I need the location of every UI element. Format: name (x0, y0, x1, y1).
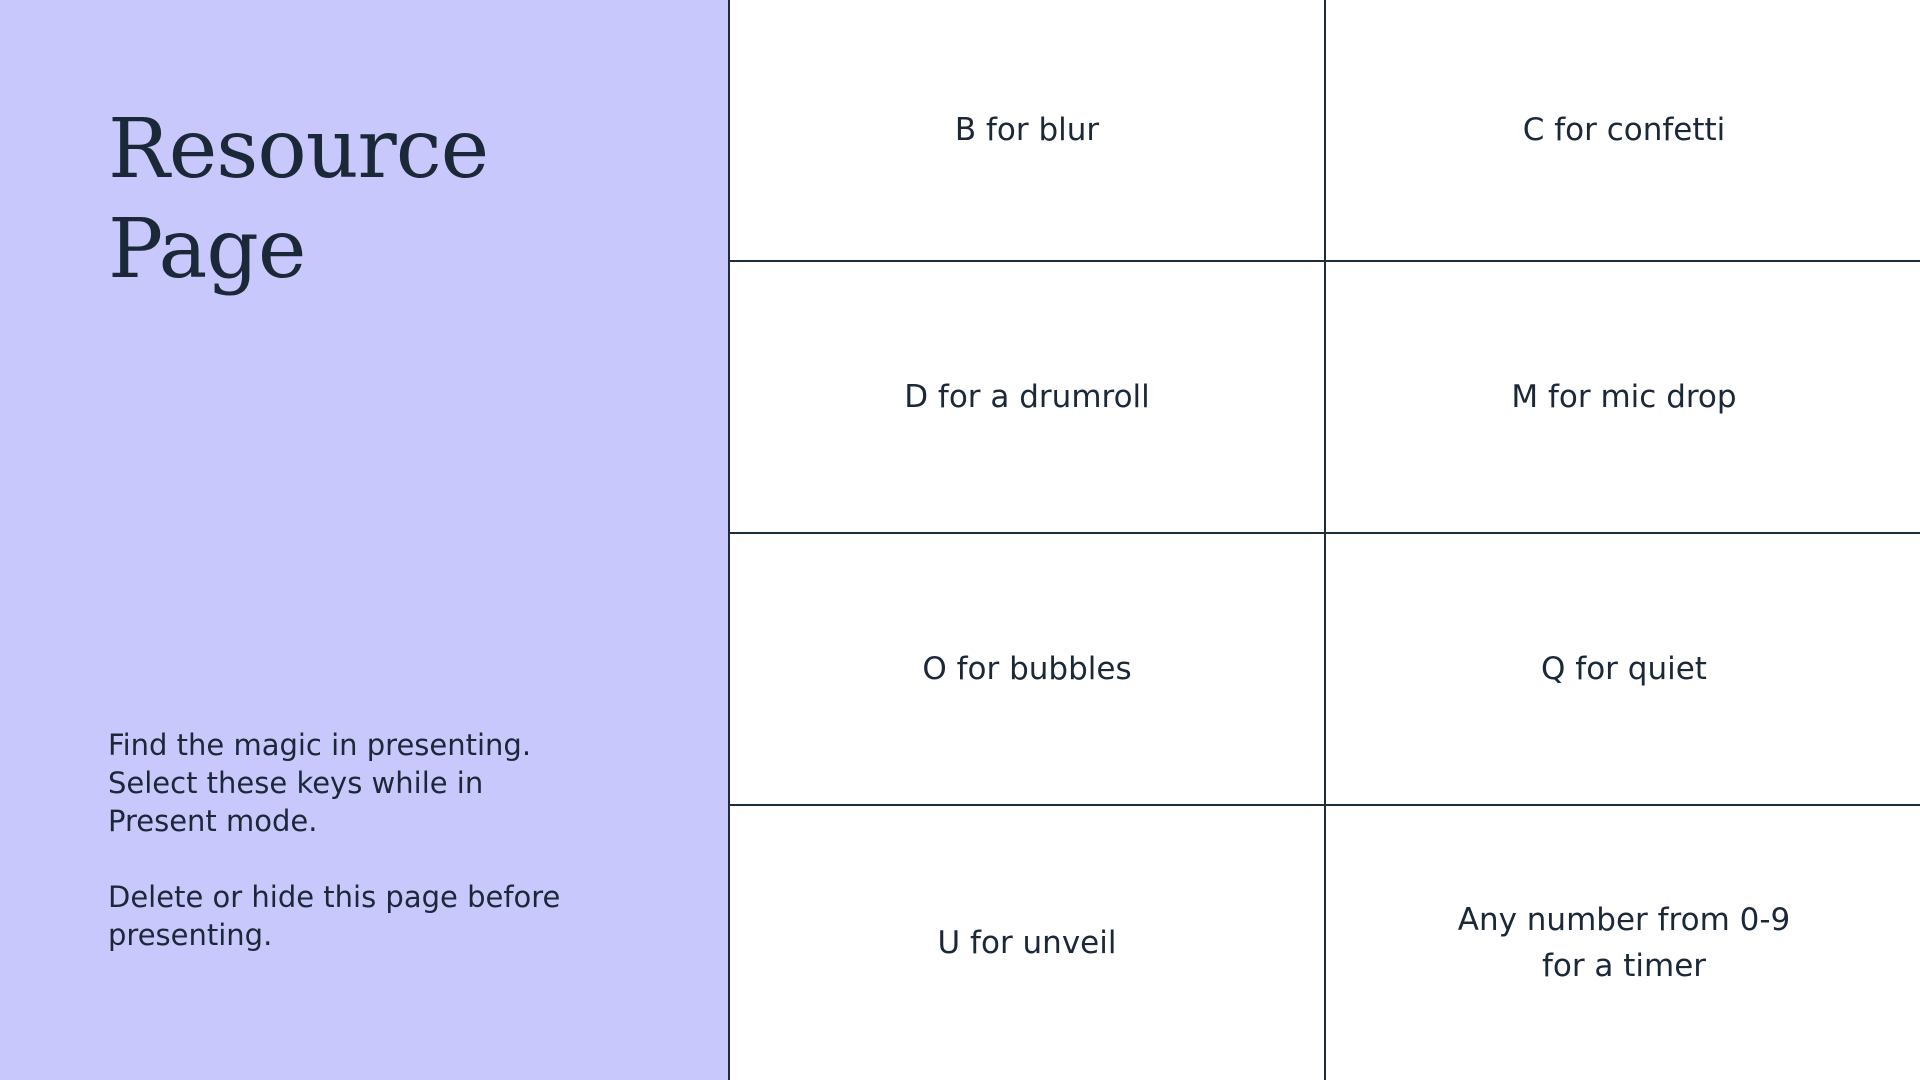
shortcut-grid (728, 0, 1920, 1080)
instructions-paragraph-1: Find the magic in presenting. Select these keys while in Present mode. (108, 728, 532, 838)
page-title-line-1: Resource (108, 102, 489, 197)
shortcut-cell-drumroll: D for a drumroll (730, 262, 1326, 534)
shortcut-cell-mic-drop: M for mic drop (1326, 262, 1920, 534)
page-title (108, 100, 488, 300)
shortcut-cell-blur: B for blur (730, 0, 1326, 262)
instructions (108, 726, 568, 992)
shortcut-cell-timer: Any number from 0-9 for a timer (1457, 902, 1791, 984)
shortcut-cell-confetti: C for confetti (1326, 0, 1920, 262)
shortcut-cell-bubbles: O for bubbles (730, 534, 1326, 806)
left-panel (0, 0, 728, 1080)
page-title-line-2: Page (108, 202, 306, 297)
instructions-paragraph-2: Delete or hide this page before presenting. (108, 880, 561, 952)
shortcut-cell-unveil: U for unveil (730, 806, 1326, 1080)
shortcut-cell-quiet: Q for quiet (1326, 534, 1920, 806)
